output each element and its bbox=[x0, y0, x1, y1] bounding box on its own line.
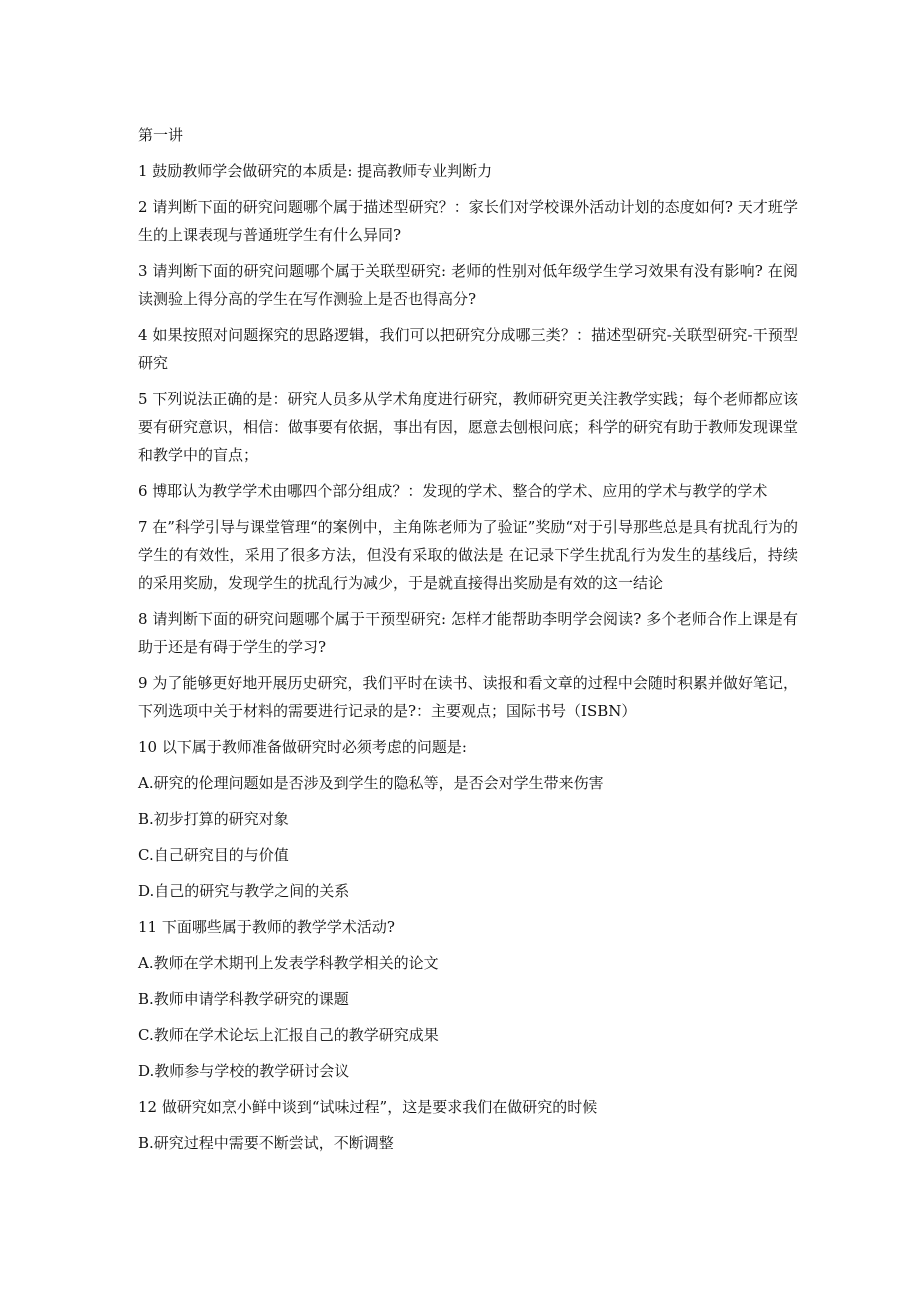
document-page bbox=[138, 121, 798, 1165]
question-8: 8 请判断下面的研究问题哪个属于干预型研究: 怎样才能帮助李明学会阅读? 多个老师合作上课是有助于还是有碍于学生的学习? bbox=[138, 610, 798, 656]
question-10-option-d: D.自己的研究与教学之间的关系 bbox=[138, 882, 350, 900]
question-10-option-a: A.研究的伦理问题如是否涉及到学生的隐私等，是否会对学生带来伤害 bbox=[138, 774, 604, 792]
question-10: 10 以下属于教师准备做研究时必须考虑的问题是: bbox=[138, 738, 467, 756]
question-11-option-a: A.教师在学术期刊上发表学科教学相关的论文 bbox=[138, 954, 439, 972]
question-5: 5 下列说法正确的是：研究人员多从学术角度进行研究，教师研究更关注教学实践；每个老师都应该要有研究意识，相信：做事要有依据，事出有因，愿意去刨根问底；科学的研究有助于教师发现课堂和教学中的盲点； bbox=[138, 390, 799, 464]
question-11-option-b: B.教师申请学科教学研究的课题 bbox=[138, 990, 349, 1008]
question-11: 11 下面哪些属于教师的教学学术活动? bbox=[138, 918, 395, 936]
question-11-option-c: C.教师在学术论坛上汇报自己的教学研究成果 bbox=[138, 1026, 439, 1044]
lecture-heading: 第一讲 bbox=[138, 126, 184, 144]
question-4: 4 如果按照对问题探究的思路逻辑，我们可以把研究分成哪三类？：描述型研究-关联型研究-干预型研究 bbox=[138, 326, 798, 372]
question-10-option-c: C.自己研究目的与价值 bbox=[138, 846, 289, 864]
question-12: 12 做研究如烹小鲜中谈到“试味过程”，这是要求我们在做研究的时候 bbox=[138, 1098, 598, 1116]
question-6: 6 博耶认为教学学术由哪四个部分组成？：发现的学术、整合的学术、应用的学术与教学的学术 bbox=[138, 482, 768, 500]
question-2: 2 请判断下面的研究问题哪个属于描述型研究？：家长们对学校课外活动计划的态度如何? 天才班学生的上课表现与普通班学生有什么异同? bbox=[138, 198, 798, 244]
question-10-option-b: B.初步打算的研究对象 bbox=[138, 810, 289, 828]
question-3: 3 请判断下面的研究问题哪个属于关联型研究: 老师的性别对低年级学生学习效果有没有影响? 在阅读测验上得分高的学生在写作测验上是否也得高分? bbox=[138, 262, 798, 308]
question-1: 1 鼓励教师学会做研究的本质是: 提高教师专业判断力 bbox=[138, 162, 493, 180]
question-12-option-b: B.研究过程中需要不断尝试，不断调整 bbox=[138, 1134, 394, 1152]
question-7: 7 在”科学引导与课堂管理“的案例中，主角陈老师为了验证”奖励“对于引导那些总是具有扰乱行为的学生的有效性，采用了很多方法，但没有采取的做法是 在记录下学生扰乱行为发生的基线后，持续的采用奖励，发现学生的扰乱行为减少，于是就直接得出奖励是有效的这一结论 bbox=[138, 518, 798, 592]
question-9: 9 为了能够更好地开展历史研究，我们平时在读书、读报和看文章的过程中会随时积累并做好笔记，下列选项中关于材料的需要进行记录的是?：主要观点；国际书号（ISBN） bbox=[138, 674, 798, 720]
question-11-option-d: D.教师参与学校的教学研讨会议 bbox=[138, 1062, 350, 1080]
